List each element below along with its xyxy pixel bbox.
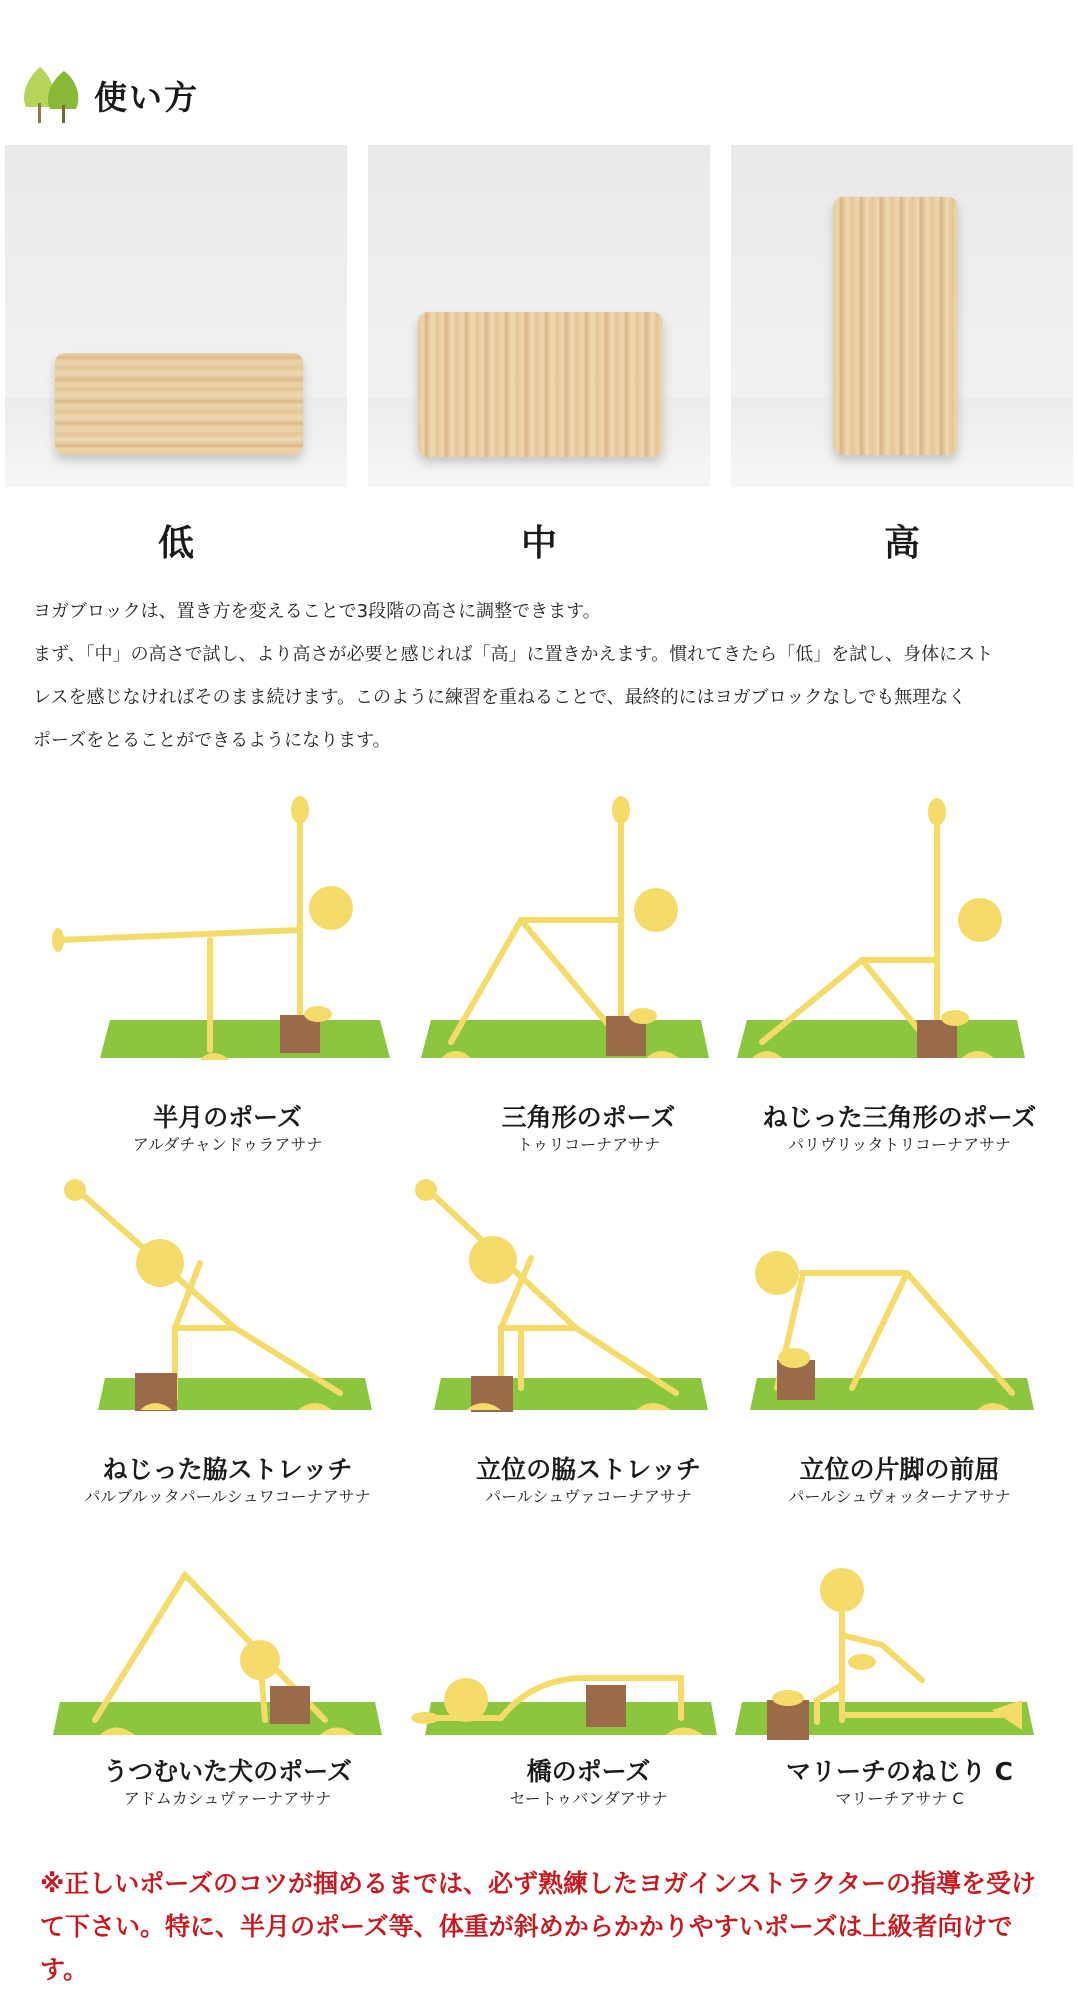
pose-sanskrit: アドムカシュヴァーナアサナ [123, 1789, 332, 1808]
page-title: 使い方 [94, 77, 199, 117]
pose-name: ねじった脇ストレッチ [102, 1455, 353, 1484]
pose-half-moon [50, 790, 405, 1154]
pose-sanskrit: セートゥバンダアサナ [509, 1789, 668, 1808]
extended-side-angle-illustration [411, 1178, 766, 1438]
pose-sanskrit: トゥリコーナアサナ [516, 1135, 661, 1154]
height-label-middle: 中 [520, 523, 557, 564]
pose-name: 立位の片脚の前屈 [799, 1455, 1000, 1484]
block-photos [5, 145, 1073, 487]
pose-name: マリーチのねじり C [785, 1757, 1014, 1786]
pose-name: 半月のポーズ [153, 1103, 302, 1132]
pose-sanskrit: マリーチアサナ C [835, 1789, 964, 1808]
revolved-side-angle-illustration [50, 1178, 405, 1438]
section-header [22, 60, 199, 130]
pose-marichi-twist [722, 1550, 1077, 1890]
height-label-high: 高 [883, 523, 920, 564]
pose-name: 三角形のポーズ [501, 1103, 676, 1132]
bridge-illustration [411, 1550, 766, 1780]
description-line: ポーズをとることができるようになります。 [33, 730, 391, 751]
pose-intense-side-stretch [722, 1178, 1077, 1518]
revolved-triangle-illustration [722, 790, 1077, 1090]
description [33, 590, 1043, 762]
pose-name: 橋のポーズ [526, 1757, 651, 1786]
pose-bridge [411, 1550, 766, 1890]
yoga-block-low [55, 353, 303, 455]
pose-downward-dog [50, 1550, 405, 1890]
photo-low [5, 145, 347, 487]
photo-middle [368, 145, 710, 487]
pose-sanskrit: パルブルッタパールシュワコーナアサナ [84, 1487, 371, 1506]
description-line: まず、「中」の高さで試し、より高さが必要と感じれば「高」に置きかえます。慣れてきたら「低」を試し、身体にスト [33, 644, 994, 665]
pose-name: ねじった三角形のポーズ [762, 1103, 1037, 1132]
pose-revolved-side-angle [50, 1178, 405, 1518]
yoga-block-middle [418, 312, 663, 457]
pose-revolved-triangle [722, 790, 1077, 1154]
pose-triangle [411, 790, 766, 1154]
half-moon-illustration [50, 790, 405, 1090]
pose-sanskrit: パールシュヴォッターナアサナ [788, 1487, 1011, 1506]
pose-sanskrit: パールシュヴァコーナアサナ [485, 1487, 692, 1506]
description-line: レスを感じなければそのまま続けます。このように練習を重ねることで、最終的にはヨガブロックなしでも無理なく [33, 687, 967, 708]
marichi-twist-illustration [722, 1550, 1077, 1780]
intense-side-stretch-illustration [722, 1178, 1077, 1438]
yoga-block-high [833, 197, 958, 455]
pose-extended-side-angle [411, 1178, 766, 1518]
downward-dog-illustration [50, 1550, 405, 1780]
caution-notice: ※正しいポーズのコツが掴めるまでは、必ず熟練したヨガインストラクターの指導を受けて下さい。特に、半月のポーズ等、体重が斜めからかかりやすいポーズは上級者向けです。 [40, 1869, 1037, 1984]
photo-high [731, 145, 1073, 487]
tree-icon [22, 65, 84, 125]
pose-sanskrit: パリヴリッタトリコーナアサナ [787, 1135, 1012, 1154]
pose-name: うつむいた犬のポーズ [103, 1757, 352, 1786]
description-line: ヨガブロックは、置き方を変えることで3段階の高さに調整できます。 [33, 601, 601, 622]
triangle-illustration [411, 790, 766, 1090]
pose-sanskrit: アルダチャンドゥラアサナ [132, 1135, 323, 1154]
height-label-low: 低 [157, 523, 194, 564]
pose-name: 立位の脇ストレッチ [476, 1455, 701, 1484]
